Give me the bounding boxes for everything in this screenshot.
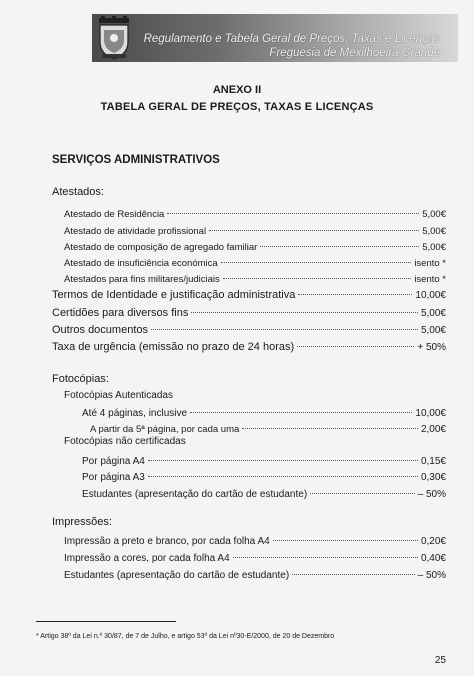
list-item: Atestado de Residência 5,00€ [64,206,446,220]
list-item: Termos de Identidade e justificação administrativa 10,00€ [52,287,446,301]
list-item: Estudantes (apresentação do cartão de estudante) – 50% [82,486,446,500]
list-item: Atestado de atividade profissional 5,00€ [64,223,446,237]
footnote-divider [36,621,176,622]
table-title: TABELA GERAL DE PREÇOS, TAXAS E LICENÇAS [100,101,374,113]
list-item: Até 4 páginas, inclusive 10,00€ [82,405,446,419]
list-item: Por página A4 0,15€ [82,453,446,467]
impressoes-heading: Impressões: [52,516,112,528]
footnote: * Artigo 38º da Lei n.º 30/87, de 7 de Julho, e artigo 53º da Lei nº30-E/2000, de 20 de Dezembro [36,633,335,640]
section-heading: SERVIÇOS ADMINISTRATIVOS [52,154,220,166]
list-item: Estudantes (apresentação do cartão de estudante) – 50% [64,567,446,581]
fotocopias-heading: Fotocópias: [52,373,109,385]
list-item: Impressão a cores, por cada folha A4 0,40€ [64,550,446,564]
list-item: Certidões para diversos fins 5,00€ [52,305,446,319]
fotocopias-nao-certificadas-heading: Fotocópias não certificadas [64,436,186,447]
fotocopias-autenticadas-heading: Fotocópias Autenticadas [64,390,173,401]
list-item: Outros documentos 5,00€ [52,322,446,336]
list-item: Atestado de composição de agregado familiar 5,00€ [64,239,446,253]
coat-of-arms-logo [96,16,132,60]
page-number: 25 [434,655,446,666]
annex-title: ANEXO II [212,84,262,96]
list-item: Taxa de urgência (emissão no prazo de 24 horas) + 50% [52,339,446,353]
list-item: A partir da 5ª página, por cada uma 2,00€ [90,421,446,435]
list-item: Impressão a preto e branco, por cada folha A4 0,20€ [64,533,446,547]
list-item: Atestado de insuficiência económica isento * [64,255,446,269]
atestados-heading: Atestados: [52,186,104,198]
list-item: Por página A3 0,30€ [82,469,446,483]
list-item: Atestados para fins militares/judiciais isento * [64,271,446,285]
header-line2: Freguesia de Mexilhoeira Grande [269,47,440,59]
header-banner [92,14,458,62]
header-text [144,32,440,60]
header-line1: Regulamento e Tabela Geral de Preços, Taxas e Licenças [143,33,440,45]
